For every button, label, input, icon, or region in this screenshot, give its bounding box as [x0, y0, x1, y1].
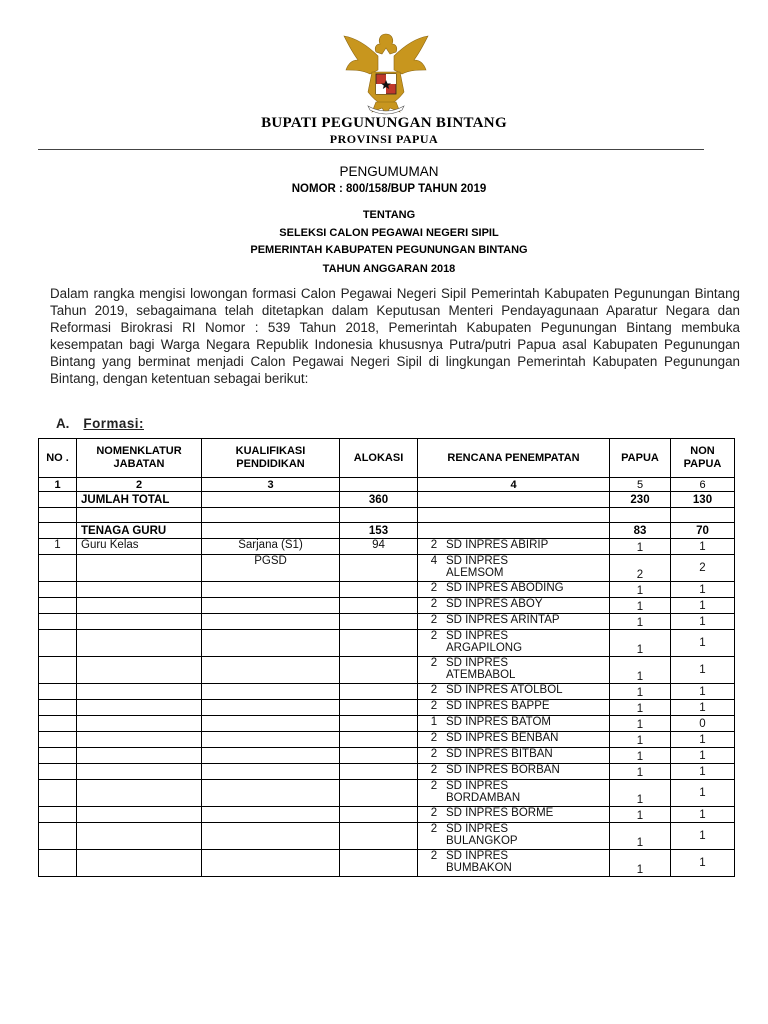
row-alokasi	[340, 598, 418, 614]
header-papua: PAPUA	[610, 439, 671, 478]
row-alokasi	[340, 780, 418, 807]
total-row	[39, 492, 735, 508]
placement-qty: 2	[430, 807, 438, 819]
row-jabatan	[77, 630, 202, 657]
row-alokasi	[340, 850, 418, 877]
row-no	[39, 748, 77, 764]
placement-qty: 4	[430, 555, 438, 567]
row-no	[39, 630, 77, 657]
row-non-papua: 1	[671, 732, 735, 748]
row-non-papua: 1	[671, 850, 735, 877]
row-alokasi	[340, 614, 418, 630]
header-divider	[38, 149, 704, 150]
row-non-papua: 0	[671, 716, 735, 732]
index-cell: 5	[610, 478, 671, 492]
header-non-papua: NON PAPUA	[671, 439, 735, 478]
row-jabatan	[77, 780, 202, 807]
row-pendidikan	[202, 614, 340, 630]
row-penempatan	[418, 630, 610, 657]
row-papua: 1	[610, 850, 671, 877]
row-penempatan	[418, 807, 610, 823]
header-no: NO .	[39, 439, 77, 478]
row-non-papua: 2	[671, 555, 735, 582]
index-cell	[340, 478, 418, 492]
row-no	[39, 700, 77, 716]
row-penempatan	[418, 657, 610, 684]
row-no	[39, 684, 77, 700]
row-pendidikan	[202, 684, 340, 700]
row-jabatan	[77, 657, 202, 684]
guru-non-papua: 70	[671, 523, 735, 539]
row-non-papua: 1	[671, 630, 735, 657]
row-jabatan: Guru Kelas	[77, 539, 202, 555]
table-row	[39, 555, 735, 582]
row-pendidikan	[202, 807, 340, 823]
placement-qty: 2	[430, 582, 438, 594]
row-pendidikan	[202, 716, 340, 732]
formasi-table	[38, 438, 735, 877]
placement-qty: 2	[430, 850, 438, 862]
placement-school: SD INPRES ATOLBOL	[446, 684, 563, 696]
row-alokasi	[340, 807, 418, 823]
table-row	[39, 582, 735, 598]
guru-label: TENAGA GURU	[77, 523, 202, 539]
table-row	[39, 614, 735, 630]
announcement-title: PENGUMUMAN	[339, 164, 439, 179]
guru-row	[39, 523, 735, 539]
row-no	[39, 555, 77, 582]
row-alokasi	[340, 630, 418, 657]
row-penempatan	[418, 598, 610, 614]
garuda-emblem-icon	[338, 30, 434, 116]
placement-school: SD INPRES BATOM	[446, 716, 552, 728]
row-pendidikan	[202, 823, 340, 850]
row-jabatan	[77, 684, 202, 700]
table-row	[39, 850, 735, 877]
row-papua: 1	[610, 748, 671, 764]
table-row	[39, 764, 735, 780]
index-cell: 3	[202, 478, 340, 492]
row-alokasi	[340, 555, 418, 582]
row-papua: 1	[610, 657, 671, 684]
row-pendidikan	[202, 850, 340, 877]
row-alokasi	[340, 716, 418, 732]
placement-school: SD INPRES ABOY	[446, 598, 543, 610]
row-alokasi	[340, 657, 418, 684]
row-no	[39, 657, 77, 684]
province-title: PROVINSI PAPUA	[329, 132, 439, 146]
placement-school: SD INPRES BORDAMBAN	[446, 780, 521, 804]
row-papua: 1	[610, 823, 671, 850]
placement-school: SD INPRES BUMBAKON	[446, 850, 512, 874]
row-alokasi	[340, 732, 418, 748]
placement-school: SD INPRES BORME	[446, 807, 554, 819]
row-no	[39, 614, 77, 630]
row-jabatan	[77, 555, 202, 582]
row-non-papua: 1	[671, 614, 735, 630]
table-row	[39, 807, 735, 823]
placement-school: SD INPRES ARGAPILONG	[446, 630, 523, 654]
index-row	[39, 478, 735, 492]
row-jabatan	[77, 823, 202, 850]
row-papua: 1	[610, 614, 671, 630]
row-non-papua: 1	[671, 780, 735, 807]
row-non-papua: 1	[671, 582, 735, 598]
placement-qty: 2	[430, 700, 438, 712]
total-alokasi: 360	[340, 492, 418, 508]
row-papua: 1	[610, 582, 671, 598]
index-cell: 4	[418, 478, 610, 492]
row-papua: 1	[610, 700, 671, 716]
row-non-papua: 1	[671, 539, 735, 555]
row-penempatan	[418, 850, 610, 877]
row-pendidikan	[202, 748, 340, 764]
table-row	[39, 748, 735, 764]
placement-qty: 2	[430, 539, 438, 551]
row-pendidikan	[202, 657, 340, 684]
row-jabatan	[77, 716, 202, 732]
row-no	[39, 764, 77, 780]
row-no	[39, 716, 77, 732]
total-label: JUMLAH TOTAL	[77, 492, 202, 508]
row-non-papua: 1	[671, 807, 735, 823]
guru-papua: 83	[610, 523, 671, 539]
row-papua: 1	[610, 598, 671, 614]
section-a-heading	[56, 416, 144, 431]
placement-qty: 2	[430, 598, 438, 610]
placement-qty: 1	[430, 716, 438, 728]
row-pendidikan	[202, 780, 340, 807]
placement-qty: 2	[430, 614, 438, 626]
row-alokasi	[340, 582, 418, 598]
placement-qty: 2	[430, 732, 438, 744]
total-non-papua: 130	[671, 492, 735, 508]
row-non-papua: 1	[671, 823, 735, 850]
row-alokasi	[340, 684, 418, 700]
subject-line-3: TAHUN ANGGARAN 2018	[322, 263, 456, 275]
row-no	[39, 823, 77, 850]
row-no	[39, 732, 77, 748]
spacer-row	[39, 508, 735, 523]
row-pendidikan: Sarjana (S1)	[202, 539, 340, 555]
table-row	[39, 657, 735, 684]
row-pendidikan	[202, 598, 340, 614]
placement-school: SD INPRES BORBAN	[446, 764, 560, 776]
header-jabatan: NOMENKLATUR JABATAN	[77, 439, 202, 478]
placement-qty: 2	[430, 764, 438, 776]
row-penempatan	[418, 700, 610, 716]
row-penempatan	[418, 539, 610, 555]
placement-school: SD INPRES ATEMBABOL	[446, 657, 516, 681]
table-row	[39, 539, 735, 555]
placement-qty: 2	[430, 657, 438, 669]
placement-school: SD INPRES ALEMSOM	[446, 555, 508, 579]
placement-school: SD INPRES BENBAN	[446, 732, 559, 744]
row-non-papua: 1	[671, 700, 735, 716]
row-papua: 1	[610, 807, 671, 823]
table-row	[39, 823, 735, 850]
header-pendidikan: KUALIFIKASI PENDIDIKAN	[202, 439, 340, 478]
row-jabatan	[77, 850, 202, 877]
row-papua: 1	[610, 684, 671, 700]
table-row	[39, 716, 735, 732]
row-alokasi	[340, 748, 418, 764]
placement-qty: 2	[430, 823, 438, 835]
row-penempatan	[418, 748, 610, 764]
row-papua: 1	[610, 539, 671, 555]
row-alokasi: 94	[340, 539, 418, 555]
intro-paragraph: Dalam rangka mengisi lowongan formasi Calon Pegawai Negeri Sipil Pemerintah Kabupaten Pegunungan Bintang Tahun 2019, sebagaimana telah ditetapkan dalam Keputusan Menteri Pendayagunaan Aparatur Negara dan Reformasi Birokrasi RI Nomor : 539 Tahun 2018, Pemerintah Kabupaten Pegunungan Bintang membuka kesempatan bagi Warga Negara Republik Indonesia khususnya Putra/putri Papua asal Kabupaten Pegunungan Bintang yang berminat menjadi Calon Pegawai Negeri Sipil di lingkungan Pemerintah Kabupaten Pegunungan Bintang, dengan ketentuan sebagai berikut:	[50, 286, 740, 386]
row-penempatan	[418, 555, 610, 582]
row-pendidikan	[202, 630, 340, 657]
row-jabatan	[77, 614, 202, 630]
placement-qty: 2	[430, 748, 438, 760]
row-no: 1	[39, 539, 77, 555]
announcement-number: NOMOR : 800/158/BUP TAHUN 2019	[291, 183, 487, 195]
guru-alokasi: 153	[340, 523, 418, 539]
row-penempatan	[418, 764, 610, 780]
row-no	[39, 850, 77, 877]
table-row	[39, 732, 735, 748]
index-cell: 1	[39, 478, 77, 492]
header-penempatan: RENCANA PENEMPATAN	[418, 439, 610, 478]
index-cell: 2	[77, 478, 202, 492]
row-papua: 1	[610, 764, 671, 780]
header-alokasi: ALOKASI	[340, 439, 418, 478]
total-papua: 230	[610, 492, 671, 508]
row-non-papua: 1	[671, 657, 735, 684]
row-jabatan	[77, 582, 202, 598]
row-alokasi	[340, 764, 418, 780]
placement-school: SD INPRES BAPPE	[446, 700, 550, 712]
row-penempatan	[418, 614, 610, 630]
placement-school: SD INPRES BULANGKOP	[446, 823, 518, 847]
authority-title: BUPATI PEGUNUNGAN BINTANG	[261, 115, 507, 131]
row-non-papua: 1	[671, 764, 735, 780]
row-jabatan	[77, 598, 202, 614]
row-jabatan	[77, 764, 202, 780]
row-jabatan	[77, 807, 202, 823]
row-jabatan	[77, 732, 202, 748]
row-penempatan	[418, 684, 610, 700]
section-a-title: Formasi:	[83, 416, 144, 431]
row-no	[39, 598, 77, 614]
row-pendidikan	[202, 700, 340, 716]
placement-school: SD INPRES ARINTAP	[446, 614, 560, 626]
row-pendidikan	[202, 582, 340, 598]
row-papua: 1	[610, 780, 671, 807]
row-penempatan	[418, 823, 610, 850]
placement-school: SD INPRES ABODING	[446, 582, 564, 594]
row-penempatan	[418, 780, 610, 807]
row-pendidikan: PGSD	[202, 555, 340, 582]
row-penempatan	[418, 716, 610, 732]
row-no	[39, 780, 77, 807]
row-jabatan	[77, 748, 202, 764]
row-penempatan	[418, 732, 610, 748]
table-row	[39, 684, 735, 700]
subject-line-1: SELEKSI CALON PEGAWAI NEGERI SIPIL	[279, 227, 499, 239]
row-penempatan	[418, 582, 610, 598]
row-no	[39, 582, 77, 598]
row-jabatan	[77, 700, 202, 716]
placement-school: SD INPRES BITBAN	[446, 748, 553, 760]
row-pendidikan	[202, 732, 340, 748]
table-row	[39, 780, 735, 807]
announcement-about: TENTANG	[362, 209, 416, 221]
placement-school: SD INPRES ABIRIP	[446, 539, 549, 551]
row-alokasi	[340, 700, 418, 716]
table-row	[39, 598, 735, 614]
row-non-papua: 1	[671, 684, 735, 700]
index-cell: 6	[671, 478, 735, 492]
row-non-papua: 1	[671, 598, 735, 614]
row-papua: 1	[610, 716, 671, 732]
row-papua: 1	[610, 732, 671, 748]
placement-qty: 2	[430, 630, 438, 642]
row-no	[39, 807, 77, 823]
row-alokasi	[340, 823, 418, 850]
placement-qty: 2	[430, 684, 438, 696]
row-pendidikan	[202, 764, 340, 780]
subject-line-2: PEMERINTAH KABUPATEN PEGUNUNGAN BINTANG	[250, 244, 528, 256]
table-row	[39, 630, 735, 657]
placement-qty: 2	[430, 780, 438, 792]
section-a-letter: A.	[56, 416, 70, 431]
row-non-papua: 1	[671, 748, 735, 764]
row-papua: 2	[610, 555, 671, 582]
row-papua: 1	[610, 630, 671, 657]
table-row	[39, 700, 735, 716]
